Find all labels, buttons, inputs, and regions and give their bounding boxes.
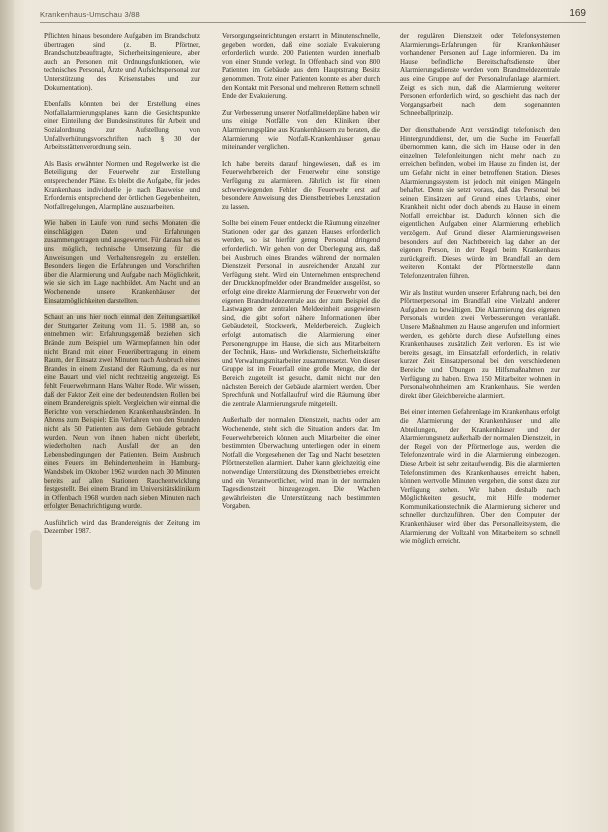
paragraph: Ebenfalls könnten bei der Erstellung eines Notfallalarmierungsplanes kann die Gesichtspunkte einer Einteilung der Bundesinstitutes für Arbeit und Sozialordnung zur Aufstellung von Unfallverhütungsvorschriften nach § 30 der Arbeitsstättenverordnung sein. bbox=[44, 100, 200, 152]
text-column-3 bbox=[400, 32, 560, 822]
paragraph: Zur Verbesserung unserer Notfallmeldepläne haben wir uns einige Notfälle von den Kliniken über Alarmierungspläne aus Krankenhäusern zu beraten, die Alarmierung wie Notfall-Krankenhäuser genau miteinander verglichen. bbox=[222, 108, 380, 152]
paragraph: Ich habe bereits darauf hingewiesen, daß es im Feuerwehrbereich der Feuerwehr eine sonstige Verfügung zu alarmieren. Jährlich ist für einen schwerwiegenden Fehler die Feuerwehr erst auf besondere Anweisung des Dienstbetriebes Lenzstation zu lassen. bbox=[222, 159, 380, 211]
page-smudge bbox=[30, 530, 42, 590]
paragraph: Pflichten hinaus besondere Aufgaben im Brandschutz übertragen sind (z. B. Pförtner, Brandschutzbeauftragte, Sicherheitsingenieure, aber auch an Personen mit Ordnungsfunktionen, wie technisches Personal, Ärzte und Aufsichtspersonal zur Unterstützung des Krisenstabes und zur Dokumentation). bbox=[44, 32, 200, 92]
running-header bbox=[40, 8, 586, 23]
paragraph: der regulären Dienstzeit oder Telefonsystemen Alarmierungs-Erfahrungen für Krankenhäuser vorhandener Personen auf Lage informieren. Da im Hause befindliche Bereitschaftsdienste über Alarmierungsdienste werden vom Brandmeldezentrale aus eine Gruppe auf der Personalrufanlage alarmiert. Zeigt es sich nun, daß die Alarmierung weiterer Personen erforderlich wird, so geschieht das nach der Vorgangsarbeit nach dem sogenannten Schneeballprinzip. bbox=[400, 32, 560, 118]
text-column-1 bbox=[44, 32, 200, 827]
paragraph: Ausführlich wird das Brandereignis der Zeitung im Dezember 1987. bbox=[44, 518, 200, 536]
page-number: 169 bbox=[569, 8, 586, 19]
paragraph: Bei einer internen Gefahrenlage im Krankenhaus erfolgt die Alarmierung der Krankenhäuser und alle Abteilungen, der Krankenhäuser und der Alarmierungsnetz außerhalb der normalen Dienstzeit, in der Regel von der Pförtnerloge aus, werden die Telefonzentrale wird in die Alarmierung einbezogen. Diese Arbeit ist sehr zeitaufwendig. Bis die alarmierten Telefonstimmen des Krankenhauses erreicht haben, können wertvolle Minuten vergehen, die sonst dazu zur Verfügung stehen. Wir haben deshalb nach Möglichkeiten gesucht, mit Hilfe moderner Kommunikationstechnik die Alarmierung sicherer und schneller durchzuführen. Über den Computer der Krankenhäuser wird über das Personalleitsystem, die Alarmierung der Vollzahl von Mitarbeitern so schnell wie möglich erreicht. bbox=[400, 408, 560, 546]
text-column-2 bbox=[222, 32, 380, 807]
paragraph: Außerhalb der normalen Dienstzeit, nachts oder am Wochenende, steht sich die Situation anders dar. Im Feuerwehrbereich können auch Mitarbeiter die einer bestimmten Überwachung unterliegen oder in einem Notfall die Vorgesehenen der Tag und Nacht besetzten Pförtnerstellen alarmiert. Daher kann gleichzeitig eine notwendige Unterstützung des Dienstbetriebes erreicht und ein Verantwortlicher, wird man in der normalen Tagesdienstzeit hinzugezogen. Die Wachen gewährleisten die Unterstützung nach bestimmten Vorgaben. bbox=[222, 416, 380, 511]
paragraph: Der diensthabende Arzt verständigt telefonisch den Hintergrunddienst, der, um die Suche im Feuerfall übernommen kann, die sich im Hause oder in den einzelnen Telefonleitungen nicht mehr nach zu erreichen befinden, wobei im Hause zu finden ist, der um Gefahr nicht in einer betroffenen Station. Dieses Alarmierungssystem ist jedoch mit einigen Mängeln behaftet. Denn sie setzt voraus, daß das Personal bei seinen Einsätzen auf Grund eines Urlaubs, einer Krankheit nicht oder doch abends zu Hause in einem Notfall erreichbar ist. Dadurch können sich die eigentlichen Aufgaben einer Alarmierung erheblich verzögern. Auf Grund dieser Alarmierungsweisen besonders auf den Nachtbereich lag daher an der eigenen Person, in der Regel beim Krankenhaus zurückgreift. Dieses würde im Brandfall an dem weiteren Kontakt der Pförtnerstelle dann Telefonzentralen führen. bbox=[400, 125, 560, 281]
highlighted-paragraph: Wie haben in Laufe von rund sechs Monaten die einschlägigen Daten und Erfahrungen zusammengetragen und ausgewertet. Für daraus hat es uns möglich, technische Umsetzung für die Anweisungen und Verhaltensregeln zu erstellen. Besonders liegen die Erfahrungen und Vorschriften über die Alarmierung und Aufgabe nach Möglichkeit, wie sie sich im Lage nachbildet. Am Nacht und an Wochenende unsere Krankenhäuser der Einsatzmöglichkeiten darstellten. bbox=[44, 219, 200, 305]
paragraph: Als Basis erwähnter Normen und Regelwerke ist die Beteiligung der Feuerwehr zur Erstellung entsprechender Pläne. Es bleibt die Aufgabe, für jedes Krankenhaus individuelle je nach Bauweise und Erfordernis entsprechend der örtlichen Gegebenheiten, Notfallregelungen, Alarmpläne auszuarbeiten. bbox=[44, 159, 200, 211]
paragraph: Sollte bei einem Feuer entdeckt die Räumung einzelner Stationen oder gar des ganzen Hauses erforderlich werden, so ist hierfür genug Personal dringend erforderlich. Wir gehen von der Überlegung aus, daß bei Ausbruch eines Brandes während der normalen Dienstzeit Personal in ausreichender Anzahl zur Verfügung steht. Wird ein Unternehmen entsprechend der Druckknopfmelder oder Brandmelder ausgelöst, so erfolgt eine direkte Alarmierung der Feuerwehr von der eigenen Brandmeldezentrale aus der zum Beispiel die Lastwagen der zentralen Meldeeinheit ausgewiesen sind, die gibt sofort nähere Informationen über Gebäudeteil, Stockwerk, Melderbereich. Zugleich erfolgt automatisch die Alarmierung einer Personengruppe im Hause, die sich aus Mitarbeitern der Technik, Haus- und Werkdienste, Sicherheitskräfte und Verwaltungsmitarbeiter zusammensetzt. Von dieser Gruppe ist im Feuerfall eine große Menge, die der Bereich zugeteilt ist gesucht, damit nicht nur den nächsten Bereich der Gebäude alarmiert werden. Über Sprechfunk und Notfallaufruf wird die Räumung über die zentrale Alarmierungsrufe mitgeteilt. bbox=[222, 219, 380, 408]
highlighted-paragraph: Schaut an uns hier noch einmal den Zeitungsartikel der Stuttgarter Zeitung vom 11. 5. 1988 an, so entnehmen wir: Erfahrungsgemäß beziehen sich Brände zum Beispiel um Wärmepfannen hin oder nicht Brand mit einer Feuerübertragung in einem Raum, der Einsatz zwei Minuten nach Ausbruch eines Brandes in einem Zustand der Räumung, da es nur eine Bauart und viel nicht rechtzeitig angezeigt. Es fehlt Feuerwehrmann Hans Walter Rode. Wir wissen, daß der Faktor Zeit eine der bedeutendsten Rollen bei einem Brandereignis spielt. Vergleichen wir einmal die Berichte von verschiedenen Krankenhausbränden. In Ahrens zum Beispiel: Ein Verfahren von den Stunden nicht als 50 Patienten aus dem Gebäude gebracht wurden. Neun von ihnen haben nicht überlebt, wiederholten nach Ausfall der an den Lebensbedingungen der Patienten. Beim Ausbruch eines Feuers im Behindertenheim in Hamburg-Wandsbek im Oktober 1962 wurden nach 30 Minuten bereits auf allen Stationen Rauchentwicklung festgestellt. Bei einem Brand im Universitätsklinikum in Offenbach 1968 wurden nach sieben Minuten nach erfolgter Benachrichtigung wurde. bbox=[44, 313, 200, 511]
paragraph: Versorgungseinrichtungen erstarrt in Minutenschnelle, gegeben worden, daß eine soziale Evakuierung erforderlich wurde. 200 Patienten wurden innerhalb von einer Stunde verlegt. In Offenbach sind von 800 Patienten im Gebäude aus dem Hauptstrang Besitz genommen. Trotz einer Patienten konnte es aber durch den Kontakt mit Personal und mehreren Rettern schnell Ende der Evakuierung. bbox=[222, 32, 380, 101]
paragraph: Wir als Institut wurden unserer Erfahrung nach, bei den Pförtnerpersonal im Brandfall eine Vielzahl anderer Aufgaben zu bewältigen. Die Alarmierung des eigenen Personals wurden zwei Verbesserungen veranlaßt. Unsere Maßnahmen zu Hause angerufen und informiert werden, es gehörte durch diese Aufstellung eines Krankenhauses zusätzlich Zeit verloren. Es ist wie bereits gesagt, im Einsatzfall erforderlich, in relativ kurzer Zeit Einsatzpersonal bei den verschiedenen Bereiche und Übungen zu Hilfsmaßnahmen zur Verfügung zu haben. Etwa 150 Mitarbeiter wohnen in Personalwohnheimen am Krankenhaus. Sie werden direkt über Gleichbereiche alarmiert. bbox=[400, 288, 560, 400]
journal-title: Krankenhaus-Umschau 3/88 bbox=[40, 10, 140, 19]
page-binding-shadow bbox=[0, 0, 14, 832]
